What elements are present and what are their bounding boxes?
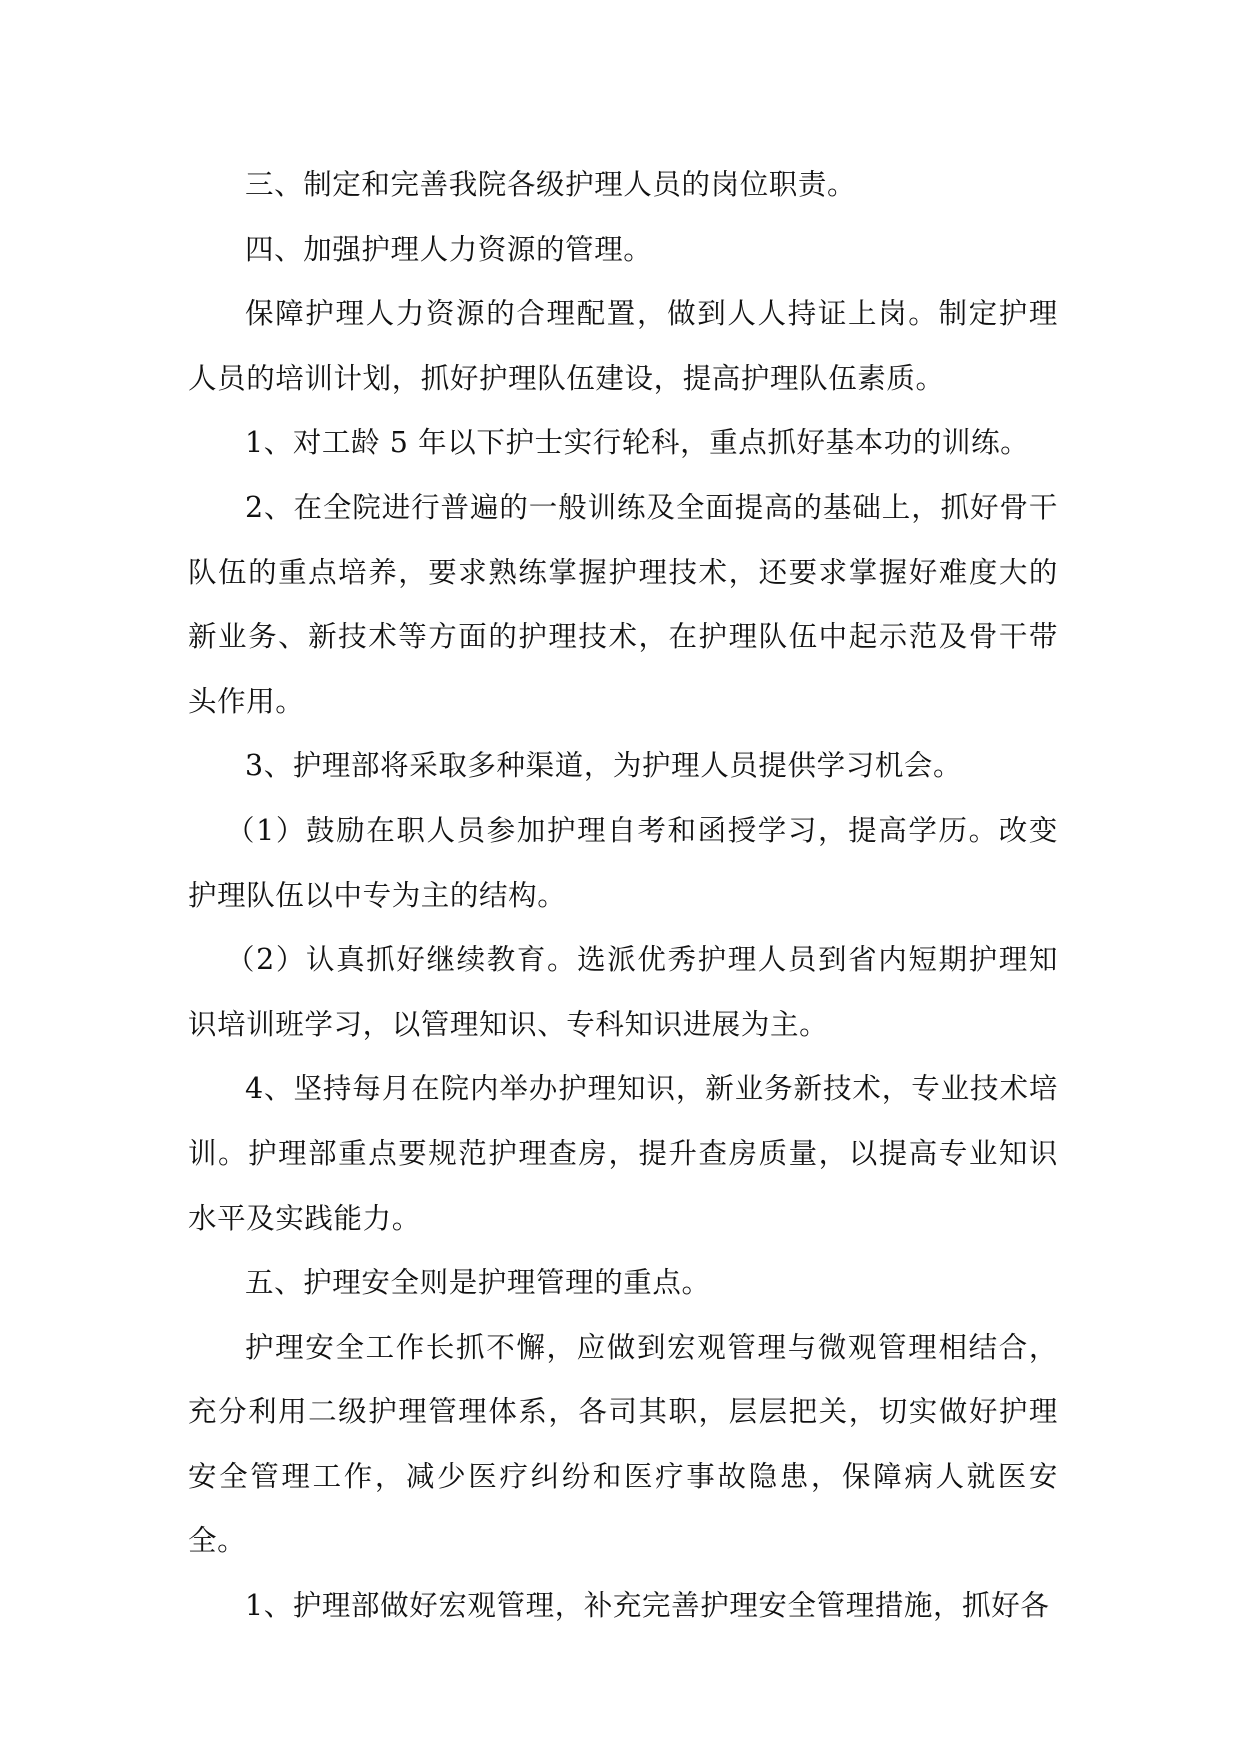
paragraph-subitem-2-continuing-education: （2）认真抓好继续教育。选派优秀护理人员到省内短期护理知识培训班学习，以管理知识、专科知识进展为主。 [188, 943, 1058, 1041]
paragraph-staffing-intro: 保障护理人力资源的合理配置，做到人人持证上岗。制定护理人员的培训计划，抓好护理队伍建设，提高护理队伍素质。 [188, 297, 1058, 395]
paragraph-subitem-1-self-study: （1）鼓励在职人员参加护理自考和函授学习，提高学历。改变护理队伍以中专为主的结构。 [188, 813, 1058, 912]
paragraph-safety-item-1: 1、护理部做好宏观管理，补充完善护理安全管理措施，抓好各 [245, 1589, 1050, 1623]
paragraph-item-4-monthly-training: 4、坚持每月在院内举办护理知识，新业务新技术，专业技术培训。护理部重点要规范护理查房，提升查房质量，以提高专业知识水平及实践能力。 [188, 1072, 1058, 1235]
paragraph-item-2-backbone-training: 2、在全院进行普遍的一般训练及全面提高的基础上，抓好骨干队伍的重点培养，要求熟练掌握护理技术，还要求掌握好难度大的新业务、新技术等方面的护理技术，在护理队伍中起示范及骨干带头作用。 [188, 490, 1058, 718]
document-body [188, 153, 1058, 1639]
paragraph-section-3-heading: 三、制定和完善我院各级护理人员的岗位职责。 [245, 168, 857, 201]
paragraph-item-3-learning-channels: 3、护理部将采取多种渠道，为护理人员提供学习机会。 [245, 749, 963, 783]
paragraph-safety-intro: 护理安全工作长抓不懈，应做到宏观管理与微观管理相结合，充分利用二级护理管理体系，各司其职，层层把关，切实做好护理安全管理工作，减少医疗纠纷和医疗事故隐患，保障病人就医安全。 [188, 1330, 1058, 1558]
paragraph-section-4-heading: 四、加强护理人力资源的管理。 [245, 232, 653, 266]
paragraph-item-1-rotation: 1、对工龄 5 年以下护士实行轮科，重点抓好基本功的训练。 [245, 426, 1030, 460]
paragraph-section-5-heading: 五、护理安全则是护理管理的重点。 [245, 1266, 711, 1300]
